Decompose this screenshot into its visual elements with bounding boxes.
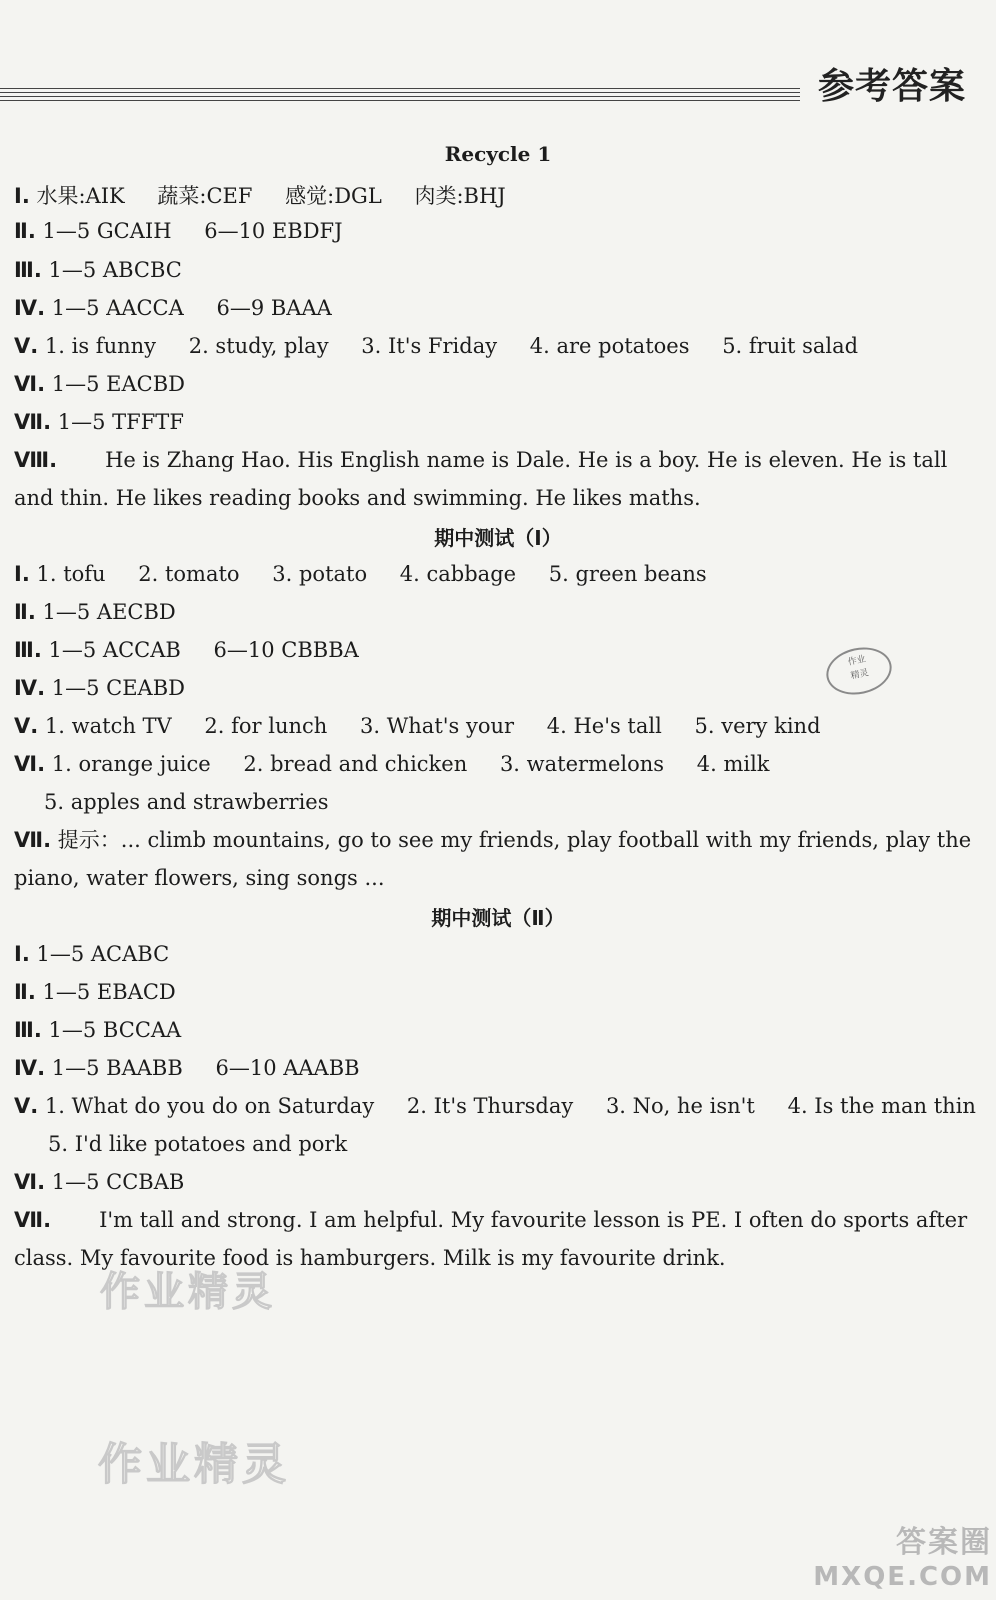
essay-text: 提示：... climb mountains, go to see my friends, play football with my friends, play the piano, water flowers, sing songs ... [14,828,972,890]
answer-line [14,180,506,210]
answer-item: 水果:AIK [36,184,125,208]
essay-text: He is Zhang Hao. His English name is Dale. He is a boy. He is eleven. He is tall and thin. He likes reading books and swimming. He likes maths. [14,448,948,510]
answer-line [14,942,169,966]
question-number: Ⅳ. [14,676,46,700]
section-title-midterm-1: 期中测试（Ⅰ） [434,526,562,550]
answer-line [14,638,359,662]
answer-item: 蔬菜:CEF [157,184,253,208]
answer-item: 1—5 EACBD [51,372,185,396]
answer-item: 4. Is the man thin [787,1094,976,1118]
question-number: Ⅷ. [14,448,58,472]
answer-item: 6—10 AAABB [215,1056,360,1080]
section-title-recycle-1: Recycle 1 [444,142,552,166]
watermark: 作业精灵 [98,1439,290,1490]
answer-item: 1—5 AACCA [51,296,184,320]
question-number: Ⅱ. [14,980,36,1004]
answer-item: 3. watermelons [499,752,665,776]
question-number: Ⅲ. [14,638,42,662]
answer-item: 1. is funny [44,334,157,358]
answer-item: 1—5 CCBAB [51,1170,185,1194]
question-number: Ⅵ. [14,1170,46,1194]
question-number: Ⅶ. [14,828,52,852]
answer-line [14,676,185,700]
answer-item: 5. fruit salad [722,334,859,358]
answer-item: 5. very kind [694,714,821,738]
question-number: Ⅵ. [14,372,46,396]
header-rule [0,96,800,97]
answer-line [14,980,176,1004]
essay-answer [14,821,974,897]
question-number: Ⅱ. [14,600,36,624]
answer-item: 4. are potatoes [529,334,690,358]
question-number: Ⅳ. [14,296,46,320]
answer-item: 1—5 ACABC [36,942,170,966]
answer-item: 1—5 BAABB [51,1056,183,1080]
answer-item: 1—5 ABCBC [48,258,182,282]
answer-line [14,296,332,320]
answer-item: 1—5 BCCAA [48,1018,182,1042]
answer-item: 1—5 ACCAB [48,638,181,662]
answer-item: 1. What do you do on Saturday [44,1094,375,1118]
header-rule [0,88,800,89]
answer-item: 3. It's Friday [361,334,498,358]
essay-answer [14,441,974,517]
answer-item: 1—5 TFFTF [57,410,184,434]
answer-line [14,219,343,243]
corner-logo-line1: 答案圈 [896,1525,992,1560]
answer-item: 4. milk [696,752,770,776]
corner-logo-line2: MXQE.COM [813,1562,992,1592]
answer-line [14,562,707,586]
answer-item: 5. green beans [548,562,707,586]
answer-line [14,372,185,396]
answer-item: 感觉:DGL [285,184,382,208]
essay-text: I'm tall and strong. I am helpful. My favourite lesson is PE. I often do sports after class. My favourite food is hamburgers. Milk is my favourite drink. [14,1208,968,1270]
corner-watermark-logo [813,1526,992,1594]
question-number: Ⅰ. [14,562,30,586]
answer-item: 1—5 EBACD [42,980,176,1004]
answer-item: 6—10 EBDFJ [204,219,343,243]
answer-item: 1. watch TV [44,714,172,738]
answer-line [14,714,821,738]
page-title: 参考答案 [817,66,966,107]
question-number: Ⅶ. [14,410,52,434]
section-title-midterm-2: 期中测试（Ⅱ） [431,906,565,930]
question-number: Ⅴ. [14,334,39,358]
answer-line [14,1018,181,1042]
question-number: Ⅵ. [14,752,46,776]
answer-item: 3. What's your [359,714,515,738]
answer-line [14,258,182,282]
answer-line [14,410,184,434]
answer-item: 1—5 GCAIH [42,219,172,243]
header-rule [0,92,800,93]
answer-item: 1—5 AECBD [42,600,176,624]
answer-continuation: 5. apples and strawberries [44,790,329,814]
stamp-text-bottom: 精灵 [849,668,870,682]
question-number: Ⅰ. [14,184,30,208]
answer-item: 4. cabbage [399,562,517,586]
answer-item: 2. for lunch [204,714,328,738]
question-number: Ⅴ. [14,714,39,738]
question-number: Ⅳ. [14,1056,46,1080]
answer-item: 2. tomato [138,562,240,586]
watermark: 作业精灵 [100,1269,276,1315]
answer-item: 1. orange juice [51,752,211,776]
question-number: Ⅴ. [14,1094,39,1118]
question-number: Ⅲ. [14,1018,42,1042]
answer-item: 6—10 CBBBA [213,638,359,662]
answer-line [14,1056,360,1080]
answer-line [14,752,770,776]
answer-line [14,1170,184,1194]
answer-continuation: 5. I'd like potatoes and pork [48,1132,348,1156]
answer-item: 1. tofu [36,562,106,586]
answer-item: 3. potato [272,562,368,586]
answer-item: 4. He's tall [546,714,662,738]
question-number: Ⅶ. [14,1208,52,1232]
answer-item: 2. bread and chicken [243,752,468,776]
stamp-logo [822,642,896,701]
answer-item: 3. No, he isn't [605,1094,755,1118]
answer-line [14,334,858,358]
stamp-text-top: 作业 [847,654,867,668]
answer-item: 2. It's Thursday [406,1094,574,1118]
question-number: Ⅲ. [14,258,42,282]
answer-item: 1—5 CEABD [51,676,185,700]
answer-line [14,1094,976,1118]
answer-item: 肉类:BHJ [414,184,506,208]
answer-item: 6—9 BAAA [216,296,332,320]
header-rule [0,100,800,101]
answer-item: 2. study, play [188,334,329,358]
question-number: Ⅱ. [14,219,36,243]
answer-line [14,600,176,624]
question-number: Ⅰ. [14,942,30,966]
